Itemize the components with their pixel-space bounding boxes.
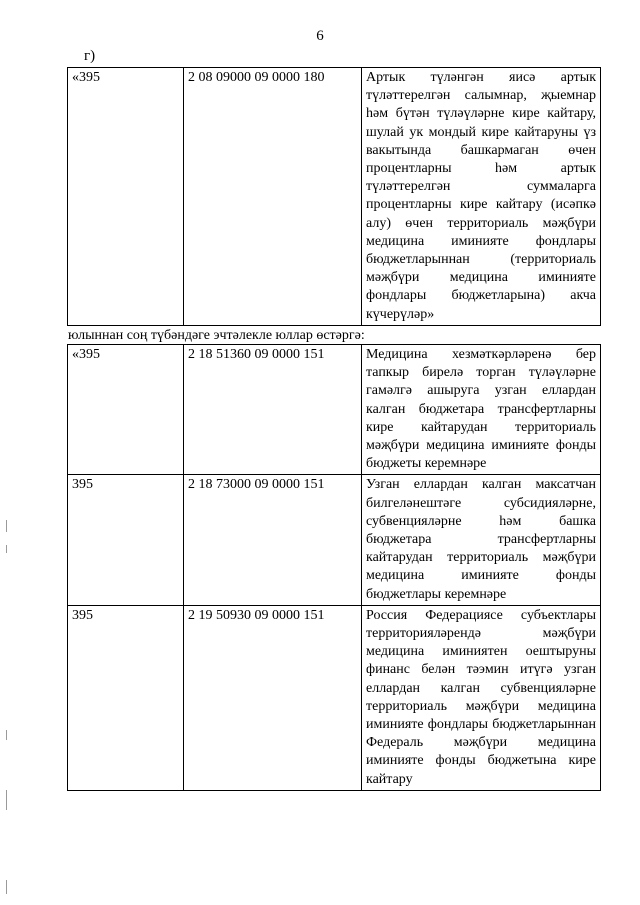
description-cell: Узган еллардан калган максатчан билгеләнештәге субсидияләрне, субвенцияләрне һәм башка бюджетара трансфертларны кайтарудан территориаль мәҗбүри медицина иминияте фонды бюджетлары керемнәре <box>362 475 601 605</box>
binding-margin-mark <box>6 880 7 894</box>
binding-margin-mark <box>6 790 7 810</box>
insertion-instruction: юлыннан соң түбәндәге эчтәлекле юллар өстәргә: <box>68 328 365 343</box>
section-label: г) <box>84 48 96 64</box>
budget-class-code-cell: 2 19 50930 09 0000 151 <box>184 605 362 790</box>
budget-class-code-cell: 2 18 51360 09 0000 151 <box>184 345 362 475</box>
budget-code-table-original <box>67 67 601 326</box>
description-cell: Россия Федерациясе субъектлары территорияләрендә мәҗбүри медицина иминиятен оештыруны финанс белән тәэмин итүгә узган еллардан калган субвенцияләрне территориаль мәҗбүри медицина иминияте фондлары бюджетларыннан Федераль мәҗбүри медицина иминияте фонды бюджетына кире кайтару <box>362 605 601 790</box>
table-row <box>68 475 601 605</box>
table-row <box>68 605 601 790</box>
binding-margin-mark <box>6 730 7 740</box>
table-row <box>68 68 601 326</box>
budget-class-code-cell: 2 08 09000 09 0000 180 <box>184 68 362 326</box>
binding-margin-mark <box>6 545 7 553</box>
description-cell: Артык түләнгән яисә артык түләттерелгән салымнар, җыемнар һәм бүтән түләүләрне кире кайтару, шулай ук мондый кире кайтаруны үз вакытында башкармаган өчен процентларны һәм артык түләттерелгән суммаларга процентларны кире кайтару (исәпкә алу) өчен территориаль мәҗбүри медицина иминияте фондлары бюджетларыннан (территориаль мәҗбүри медицина иминияте фондлары бюджетларына) акча күчерүләр» <box>362 68 601 326</box>
budget-code-table-added <box>67 344 601 791</box>
binding-margin-mark <box>6 520 7 532</box>
budget-class-code-cell: 2 18 73000 09 0000 151 <box>184 475 362 605</box>
admin-code-cell: 395 <box>68 475 184 605</box>
table-row <box>68 345 601 475</box>
page-number: 6 <box>316 28 324 44</box>
admin-code-cell: «395 <box>68 68 184 326</box>
admin-code-cell: 395 <box>68 605 184 790</box>
admin-code-cell: «395 <box>68 345 184 475</box>
description-cell: Медицина хезмәткәрләренә бер тапкыр бирелә торган түләүләрне гамәлгә ашыруга узган еллардан калган бюджетара трансфертларны кире кайтарудан территориаль мәҗбүри медицина иминияте фонды бюджеты керемнәре <box>362 345 601 475</box>
